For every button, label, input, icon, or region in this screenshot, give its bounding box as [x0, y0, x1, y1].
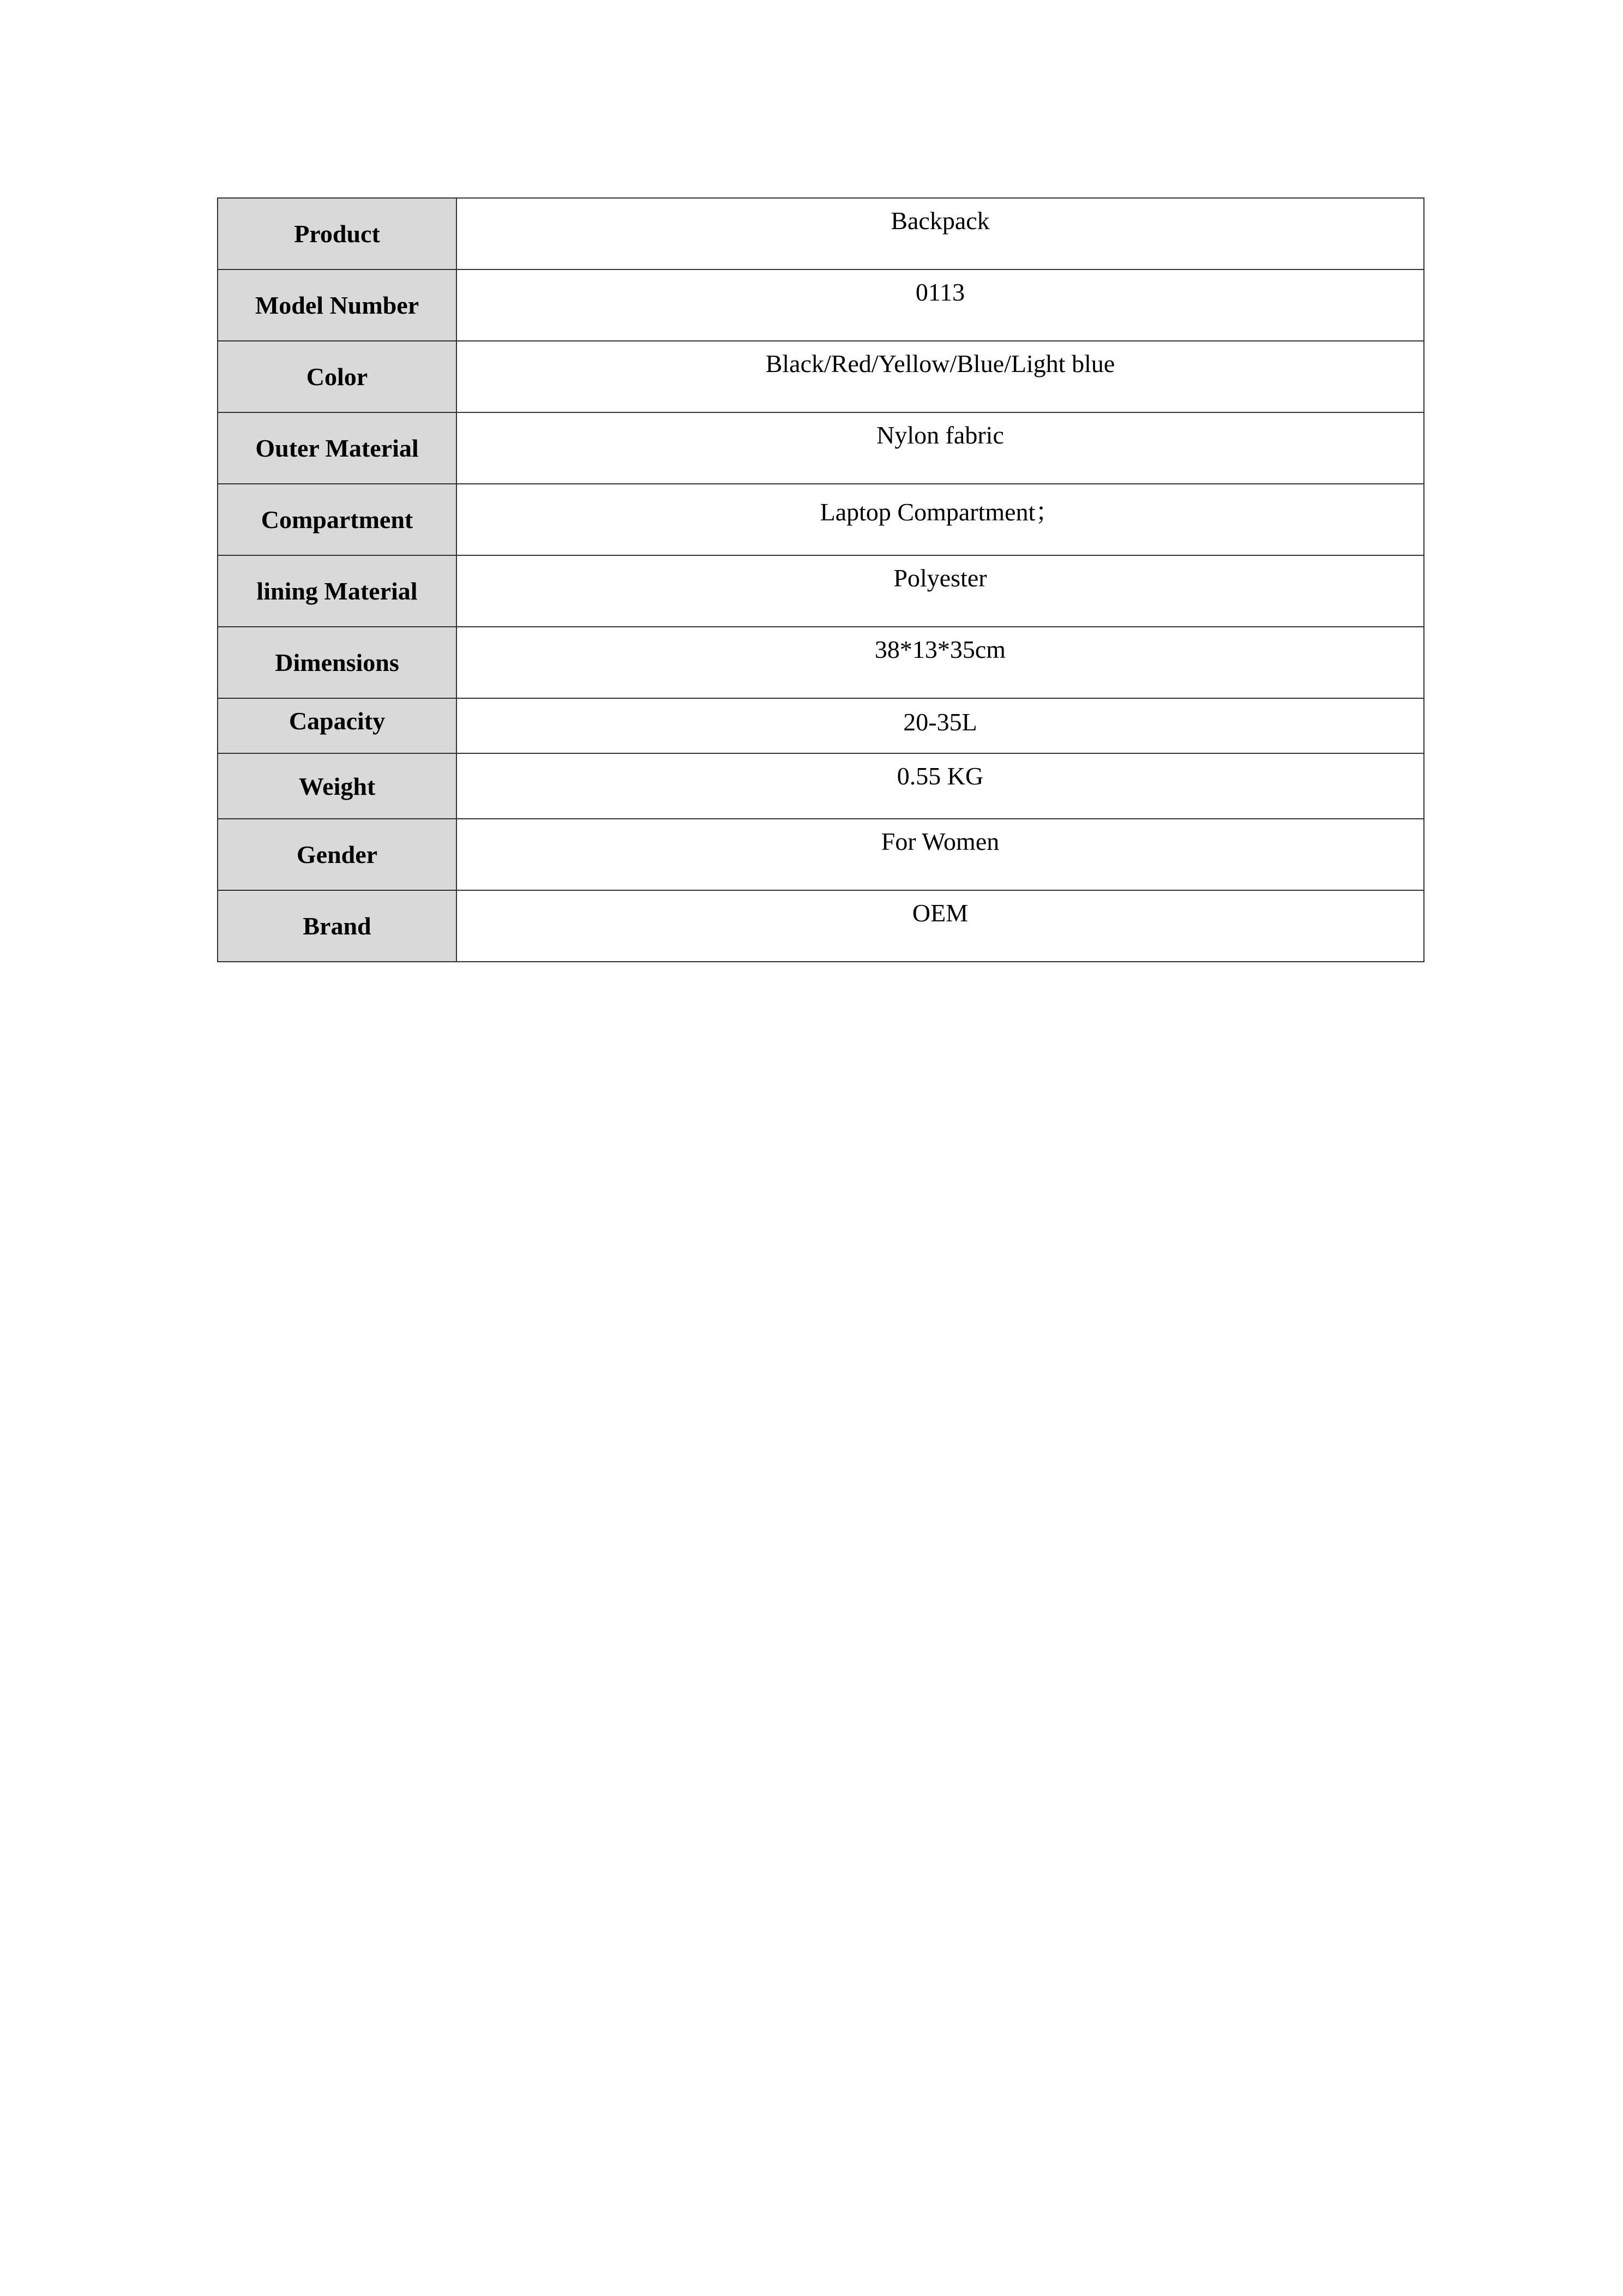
- spec-row-product: [218, 198, 1424, 269]
- spec-label: Dimensions: [218, 627, 456, 698]
- spec-label: lining Material: [218, 555, 456, 627]
- spec-value: 38*13*35cm: [456, 627, 1424, 698]
- spec-value: 20-35L: [456, 698, 1424, 753]
- spec-label: Model Number: [218, 269, 456, 341]
- spec-row-brand: [218, 890, 1424, 962]
- spec-label: Weight: [218, 753, 456, 819]
- spec-row-gender: [218, 819, 1424, 890]
- spec-label: Outer Material: [218, 412, 456, 484]
- spec-row-model-number: [218, 269, 1424, 341]
- spec-label: Brand: [218, 890, 456, 962]
- spec-row-weight: [218, 753, 1424, 819]
- product-spec-table: [217, 197, 1424, 962]
- spec-label: Capacity: [218, 698, 456, 753]
- spec-value: 0.55 KG: [456, 753, 1424, 819]
- spec-row-lining-material: [218, 555, 1424, 627]
- spec-value: Nylon fabric: [456, 412, 1424, 484]
- spec-row-outer-material: [218, 412, 1424, 484]
- spec-value: Laptop Compartment；: [456, 484, 1424, 555]
- spec-value: OEM: [456, 890, 1424, 962]
- spec-row-color: [218, 341, 1424, 412]
- spec-value: For Women: [456, 819, 1424, 890]
- spec-value: Backpack: [456, 198, 1424, 269]
- spec-row-capacity: [218, 698, 1424, 753]
- spec-value: 0113: [456, 269, 1424, 341]
- spec-label: Compartment: [218, 484, 456, 555]
- spec-row-compartment: [218, 484, 1424, 555]
- spec-label: Color: [218, 341, 456, 412]
- spec-label: Product: [218, 198, 456, 269]
- spec-value: Black/Red/Yellow/Blue/Light blue: [456, 341, 1424, 412]
- spec-label: Gender: [218, 819, 456, 890]
- spec-row-dimensions: [218, 627, 1424, 698]
- spec-value: Polyester: [456, 555, 1424, 627]
